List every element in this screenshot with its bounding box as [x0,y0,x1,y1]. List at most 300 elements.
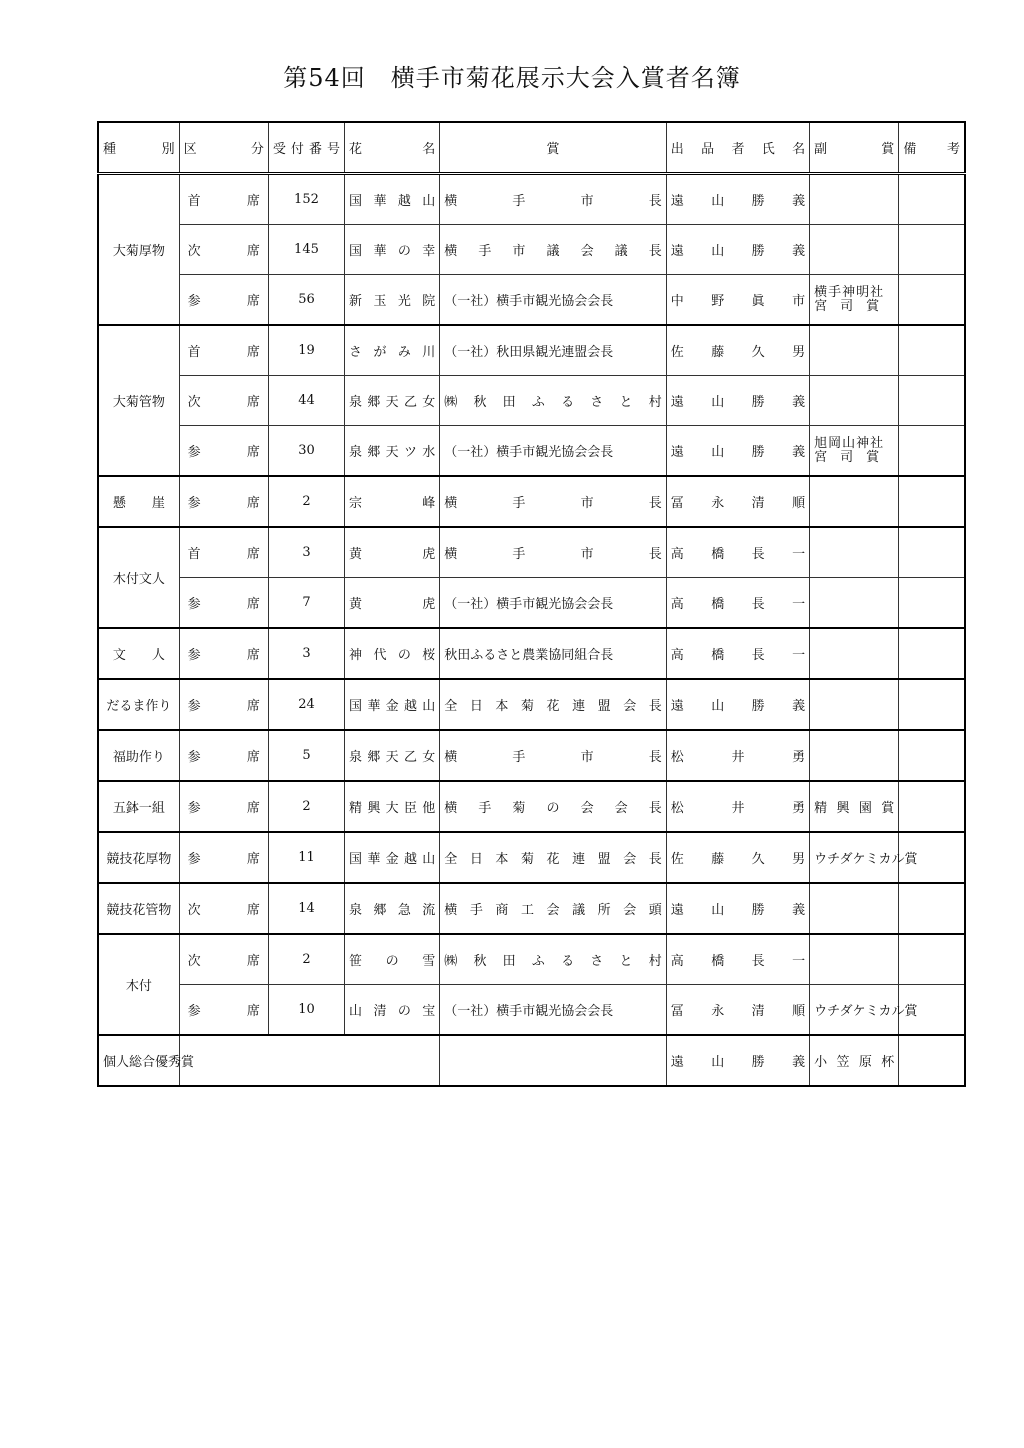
char: が [373,345,387,360]
char: 横 [444,801,458,816]
char: 市 [580,496,594,511]
overall-prize-cell [440,1035,667,1086]
header-row [98,122,965,174]
table-row [98,934,965,985]
reception-number-cell: 2 [268,476,344,527]
char: 出 [670,142,684,157]
sub-prize-cell [810,628,899,679]
table-row [98,832,965,883]
overall-sub-prize-cell [810,1035,899,1086]
char: 長 [648,801,662,816]
char: 席 [246,194,260,209]
category-cell: 大菊管物 [98,325,179,476]
remarks-cell [899,628,965,679]
category-cell: 懸 崖 [98,476,179,527]
prize-cell [440,174,667,225]
char: み [397,345,411,360]
exhibitor-cell [666,730,809,781]
char: 席 [246,294,260,309]
reception-number-cell: 5 [268,730,344,781]
char: 国 [349,194,363,209]
sub-prize-cell [810,476,899,527]
char: 中 [670,294,684,309]
char: 義 [792,699,806,714]
char: 玉 [373,294,387,309]
char: 氏 [761,142,775,157]
char: 席 [246,345,260,360]
char: 国 [349,699,363,714]
char: 勇 [792,750,806,765]
table-row [98,275,965,326]
sub-prize-cell [810,174,899,225]
char: 佐 [670,852,684,867]
char: 席 [246,750,260,765]
prize-cell [440,883,667,934]
division-cell [179,781,268,832]
char: 男 [792,852,806,867]
char: 席 [246,1004,260,1019]
char: 長 [751,547,765,562]
char: る [561,954,575,969]
header-exhibitor [666,122,809,174]
char: 会 [580,801,594,816]
char: 泉 [349,750,363,765]
char: 参 [187,852,201,867]
char: 遠 [670,1055,684,1070]
header-remarks [899,122,965,174]
char: 郷 [367,445,381,460]
division-cell [179,174,268,225]
char: 手 [512,194,526,209]
flower-name-cell [345,527,440,578]
division-cell [179,985,268,1036]
category-cell: 木付文人 [98,527,179,628]
category-cell: 大菊厚物 [98,174,179,326]
category-cell: 競技花厚物 [98,832,179,883]
char: 大 [385,801,399,816]
flower-name-cell [345,934,440,985]
char: 越 [403,852,417,867]
char: 品 [701,142,715,157]
sub-prize-line: 宮 司 賞 [814,298,880,314]
char: 本 [495,852,509,867]
char: 橋 [711,648,725,663]
prize-cell [440,476,667,527]
remarks-cell [899,781,965,832]
char: 松 [670,801,684,816]
char: 参 [187,801,201,816]
remarks-cell [899,476,965,527]
sub-prize-cell [810,325,899,376]
reception-number-cell: 7 [268,578,344,629]
exhibitor-cell [666,476,809,527]
char: 花 [546,852,560,867]
char: 園 [858,801,872,816]
remarks-cell [899,883,965,934]
char: 高 [670,597,684,612]
category-cell: 木付 [98,934,179,1035]
page-title: 第54回 横手市菊花展示大会入賞者名簿 [283,64,741,92]
char: 泉 [349,395,363,410]
char: の [397,648,411,663]
flower-name-cell [345,985,440,1036]
prize-cell [440,376,667,426]
sub-prize-line: 宮 司 賞 [814,449,880,465]
char: 菊 [512,801,526,816]
char: 菊 [520,699,534,714]
char: 席 [246,903,260,918]
char: 橋 [711,597,725,612]
char: 黄 [349,547,363,562]
char: 乙 [403,395,417,410]
exhibitor-cell [666,628,809,679]
char: 光 [397,294,411,309]
remarks-cell [899,679,965,730]
char: 峰 [422,496,436,511]
char: 一 [792,597,806,612]
char: 勝 [751,445,765,460]
char: 郷 [367,395,381,410]
char: 参 [187,750,201,765]
char: 長 [751,648,765,663]
char: 興 [367,801,381,816]
char: 遠 [670,244,684,259]
char: 笹 [349,954,363,969]
char: 勝 [751,244,765,259]
table-row [98,883,965,934]
char: 頭 [648,903,662,918]
char: 金 [385,699,399,714]
char: 遠 [670,445,684,460]
char: 田 [502,954,516,969]
char: 手 [478,244,492,259]
char: 長 [751,597,765,612]
char: 井 [731,750,745,765]
char: 別 [161,142,175,157]
char: 神 [349,648,363,663]
overall-category-cell: 個人総合優秀賞 [98,1035,179,1086]
char: 原 [858,1055,872,1070]
division-cell [179,628,268,679]
char: 賞 [881,142,895,157]
char: 首 [187,345,201,360]
sub-prize-cell [810,883,899,934]
exhibitor-cell [666,325,809,376]
flower-name-cell [345,832,440,883]
reception-number-cell: 2 [268,934,344,985]
reception-number-cell: 56 [268,275,344,326]
prize-cell [440,679,667,730]
char: ツ [403,445,417,460]
remarks-cell [899,325,965,376]
char: 参 [187,294,201,309]
char: 一 [792,954,806,969]
char: の [397,1004,411,1019]
category-cell: 五鉢一組 [98,781,179,832]
header-reception-number [268,122,344,174]
division-cell [179,679,268,730]
flower-name-cell [345,376,440,426]
char: 参 [187,496,201,511]
flower-name-cell [345,476,440,527]
flower-name-cell [345,679,440,730]
division-cell [179,476,268,527]
char: 冨 [670,1004,684,1019]
flower-name-cell [345,628,440,679]
char: 橋 [711,547,725,562]
char: 本 [495,699,509,714]
char: 高 [670,547,684,562]
char: 久 [751,852,765,867]
header-sub-prize [810,122,899,174]
remarks-cell [899,934,965,985]
table-row [98,679,965,730]
char: 野 [711,294,725,309]
reception-number-cell: 3 [268,628,344,679]
char: 臣 [403,801,417,816]
reception-number-cell: 14 [268,883,344,934]
char: 考 [946,142,960,157]
char: 会 [614,801,628,816]
char: 議 [546,244,560,259]
char: 田 [502,395,516,410]
char: 横 [444,547,458,562]
remarks-cell [899,730,965,781]
char: 議 [572,903,586,918]
flower-name-cell [345,730,440,781]
char: 勝 [751,395,765,410]
header-flower-name [345,122,440,174]
category-cell: だるま作り [98,679,179,730]
division-cell [179,225,268,275]
char: 女 [422,750,436,765]
char: 宗 [349,496,363,511]
char: 義 [792,244,806,259]
char: 遠 [670,699,684,714]
remarks-cell [899,275,965,326]
reception-number-cell: 44 [268,376,344,426]
char: 次 [187,903,201,918]
char: 天 [385,750,399,765]
char: 長 [751,954,765,969]
char: 山 [711,244,725,259]
char: 笠 [836,1055,850,1070]
char: 首 [187,194,201,209]
char: 新 [349,294,363,309]
division-cell [179,578,268,629]
char: 一 [792,648,806,663]
division-cell [179,883,268,934]
char: 会 [623,699,637,714]
prize-cell: （一社）横手市観光協会会長 [440,985,667,1036]
char: 遠 [670,395,684,410]
char: 副 [814,142,828,157]
char: 天 [385,395,399,410]
sub-prize-cell [810,578,899,629]
division-cell [179,376,268,426]
table-row [98,578,965,629]
char: 精 [814,801,828,816]
char: 手 [478,801,492,816]
char: 永 [711,496,725,511]
header-category [98,122,179,174]
char: ふ [531,395,545,410]
char: 会 [623,852,637,867]
char: 院 [422,294,436,309]
sub-prize-cell [810,527,899,578]
char: 山 [711,1055,725,1070]
sub-prize-cell [810,275,899,326]
char: 村 [648,395,662,410]
char: 泉 [349,903,363,918]
exhibitor-cell [666,985,809,1036]
exhibitor-cell [666,679,809,730]
char: と [619,395,633,410]
char: 華 [367,699,381,714]
char: 参 [187,597,201,612]
char: 山 [422,852,436,867]
overall-blank-cell [179,1035,440,1086]
prize-cell [440,527,667,578]
division-cell [179,934,268,985]
char: ㈱ [444,395,458,410]
division-cell [179,275,268,326]
char: 小 [814,1055,828,1070]
char: 席 [246,699,260,714]
char: 越 [403,699,417,714]
char: 手 [469,903,483,918]
reception-number-cell: 24 [268,679,344,730]
char: 番 [308,142,322,157]
prize-cell [440,781,667,832]
char: 会 [546,903,560,918]
flower-name-cell [345,781,440,832]
char: さ [349,345,363,360]
char: 一 [792,547,806,562]
char: 幸 [422,244,436,259]
header-prize: 賞 [440,122,667,174]
char: 佐 [670,345,684,360]
char: 乙 [403,750,417,765]
char: 冨 [670,496,684,511]
char: 雪 [422,954,436,969]
char: る [561,395,575,410]
char: 男 [792,345,806,360]
char: 商 [495,903,509,918]
table-row [98,781,965,832]
exhibitor-cell [666,174,809,225]
category-cell: 文 人 [98,628,179,679]
award-roster-table [97,121,966,1087]
char: 宝 [422,1004,436,1019]
char: 順 [792,496,806,511]
char: 清 [751,1004,765,1019]
sub-prize-cell: ウチダケミカル賞 [810,832,899,883]
char: 市 [792,294,806,309]
roster-body [98,174,965,1087]
char: 手 [512,547,526,562]
reception-number-cell: 10 [268,985,344,1036]
char: 眞 [751,294,765,309]
char: 長 [648,496,662,511]
char: 参 [187,699,201,714]
char: 備 [903,142,917,157]
char: 菊 [520,852,534,867]
overall-row [98,1035,965,1086]
char: 黄 [349,597,363,612]
prize-cell: 秋田ふるさと農業協同組合長 [440,628,667,679]
sub-prize-cell [810,934,899,985]
remarks-cell [899,578,965,629]
char: 山 [711,699,725,714]
reception-number-cell: 19 [268,325,344,376]
exhibitor-cell [666,781,809,832]
char: 華 [367,852,381,867]
char: 川 [422,345,436,360]
char: 全 [444,699,458,714]
char: 日 [469,852,483,867]
char: 付 [290,142,304,157]
char: 秋 [473,395,487,410]
char: 橋 [711,954,725,969]
remarks-cell [899,426,965,477]
char: 義 [792,395,806,410]
char: 山 [711,903,725,918]
char: 横 [444,903,458,918]
char: 参 [187,648,201,663]
char: 天 [385,445,399,460]
char: 桜 [422,648,436,663]
flower-name-cell [345,325,440,376]
char: 松 [670,750,684,765]
exhibitor-cell [666,225,809,275]
char: 村 [648,954,662,969]
char: 義 [792,445,806,460]
char: 郷 [373,903,387,918]
char: 急 [397,903,411,918]
char: 虎 [422,597,436,612]
char: 長 [648,699,662,714]
sub-prize-cell: ウチダケミカル賞 [810,985,899,1036]
table-row [98,476,965,527]
prize-cell: （一社）秋田県観光連盟会長 [440,325,667,376]
char: 者 [731,142,745,157]
exhibitor-cell [666,934,809,985]
char: 藤 [711,852,725,867]
table-row [98,426,965,477]
char: 席 [246,852,260,867]
char: 義 [792,194,806,209]
char: 勝 [751,699,765,714]
char: 勇 [792,801,806,816]
char: 次 [187,954,201,969]
char: 義 [792,1055,806,1070]
char: 席 [246,547,260,562]
char: 手 [512,496,526,511]
char: 山 [422,699,436,714]
char: 会 [580,244,594,259]
char: 市 [580,547,594,562]
char: 議 [614,244,628,259]
table-row [98,628,965,679]
char: 流 [422,903,436,918]
char: 全 [444,852,458,867]
char: 日 [469,699,483,714]
reception-number-cell: 3 [268,527,344,578]
char: 遠 [670,903,684,918]
flower-name-cell [345,578,440,629]
char: 山 [711,395,725,410]
